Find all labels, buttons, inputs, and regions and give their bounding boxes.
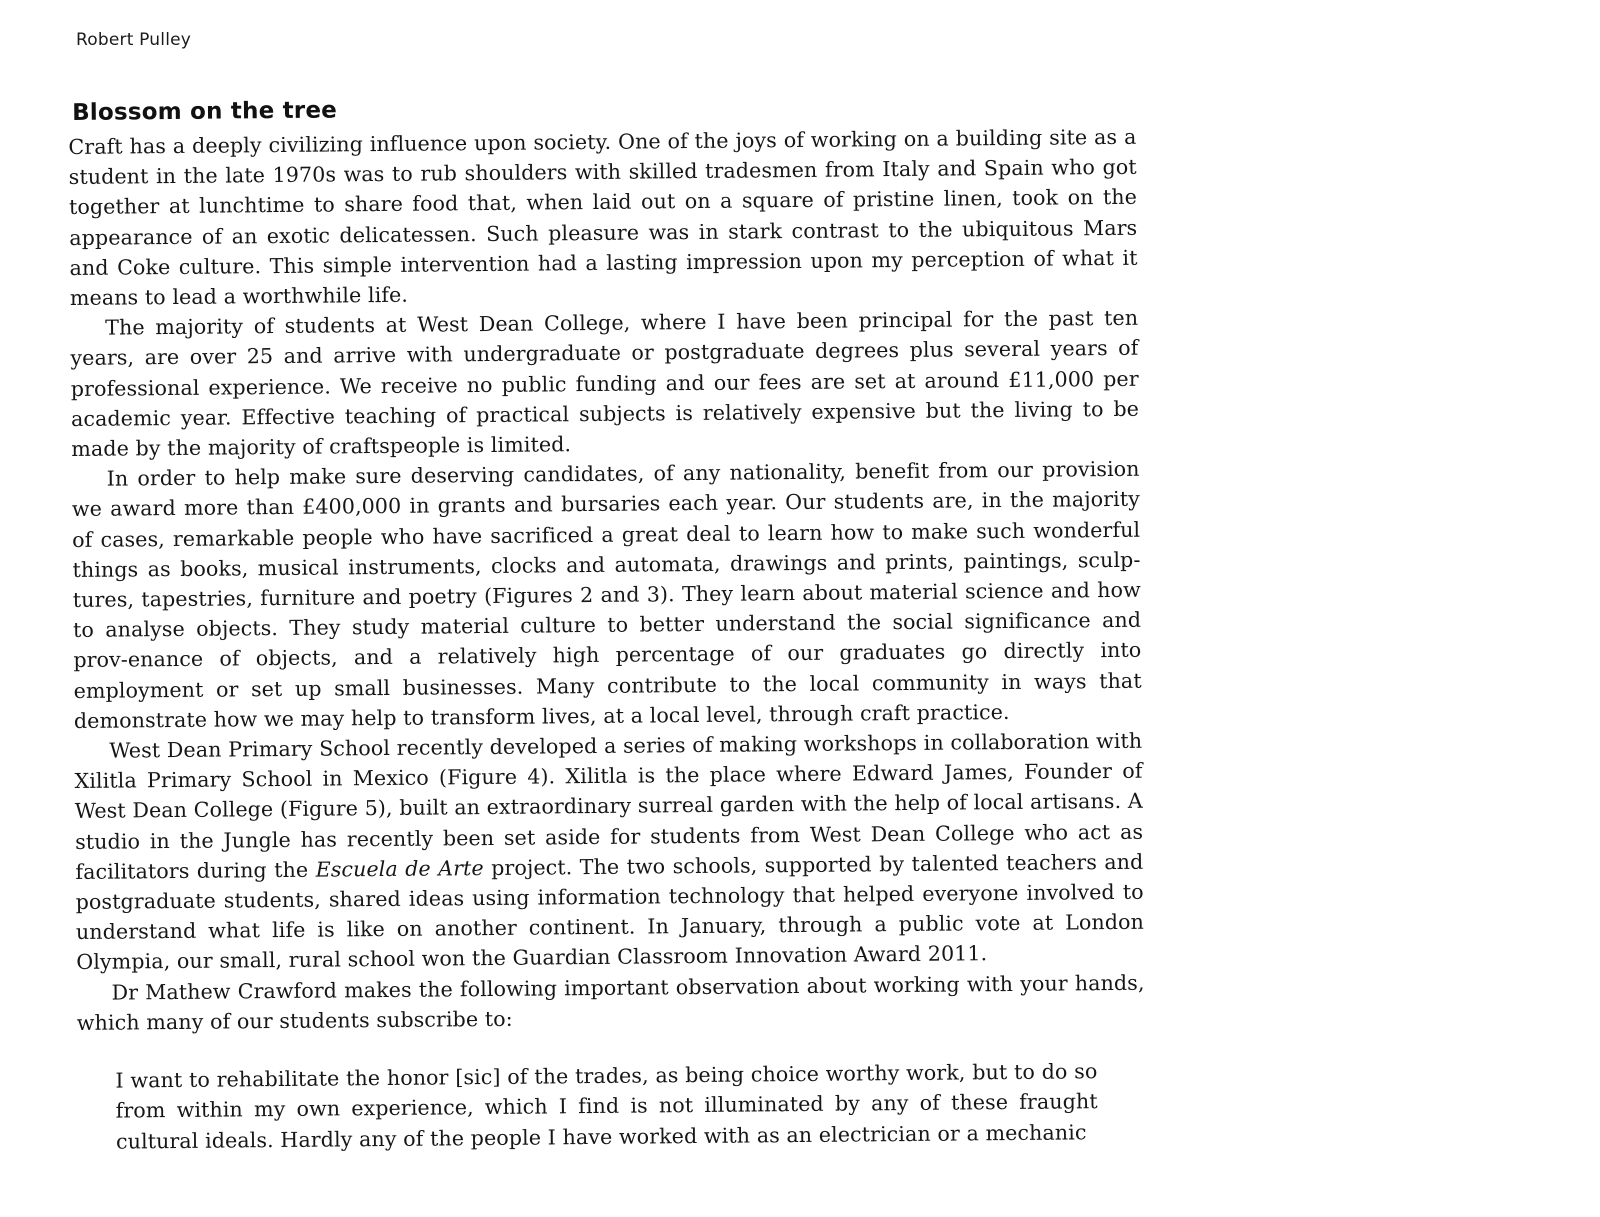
running-head-author: Robert Pulley xyxy=(76,30,192,50)
paragraph-2: The majority of students at West Dean College, where I have been principal for the past ten years, are over 25 and arrive with undergraduate or postgraduate degrees plus several years of professional experience. We receive no public funding and our fees are set at around £11,000 per academic year. Effective teaching of practical subjects is relatively expensive but the living to be made by the majority of craftspeople is limited. xyxy=(70,305,1140,462)
paragraph-3: In order to help make sure deserving candidates, of any nationality, benefit from our provision we award more than £400,000 in grants and bursaries each year. Our students are, in the majority of cases, remarkable people who have sacrificed a great deal to learn how to make such wonderful things as books, musical instruments, clocks and automata, drawings and prints, paintings, sculp-tures, tapestries, furniture and poetry (Figures 2 and 3). They learn about material science and how to analyse objects. They study material culture to better understand the social significance and prov-enance of objects, and a relatively high percentage of our graduates go directly into employment or set up small businesses. Many contribute to the local community in ways that demonstrate how we may help to transform lives, at a local level, through craft practice. xyxy=(71,456,1142,733)
paragraph-4-text-end: project. The two schools, supported by talented teachers and postgraduate students, shared ideas using information technology that helped everyone involved to understand what life is like on another continent. In January, through a public vote at London Olympia, our small, rural school won the Guardian Classroom Innovation Award 2011. xyxy=(75,849,1145,975)
article-body xyxy=(68,90,1146,1157)
paragraph-1: Craft has a deeply civilizing influence upon society. One of the joys of working on a building site as a student in the late 1970s was to rub shoulders with skilled tradesmen from Italy and Spain who got together at lunchtime to share food that, when laid out on a square of pristine linen, took on the appearance of an exotic delicatessen. Such pleasure was in stark contrast to the ubiquitous Mars and Coke culture. This simple intervention had a lasting impression upon my perception of what it means to lead a worthwhile life. xyxy=(68,124,1138,311)
section-title: Blossom on the tree xyxy=(71,97,338,126)
paragraph-4-text-start: West Dean Primary School recently developed a series of making workshops in collaboration with Xilitla Primary School in Mexico (Figure 4). Xilitla is the place where Edward James, Founder of West Dean College (Figure 5), built an extraordinary surreal garden with the help of local artisans. A studio in the Jungle has recently been set aside for students from West Dean College who act as facilitators during the xyxy=(74,728,1144,884)
paragraph-4 xyxy=(74,726,1144,978)
paragraph-5: Dr Mathew Crawford makes the following important observation about working with your hands, which many of our students subscribe to: xyxy=(76,970,1145,1035)
block-quote: I want to rehabilitate the honor [sic] of the trades, as being choice worthy work, but to do so from within my own experience, which I find is not illuminated by any of these fraught cultural ideals. Hardly any of the people I have worked with as an electrician or a mechanic xyxy=(115,1059,1098,1154)
paragraph-4-italic-title: Escuela de Arte xyxy=(315,855,484,882)
